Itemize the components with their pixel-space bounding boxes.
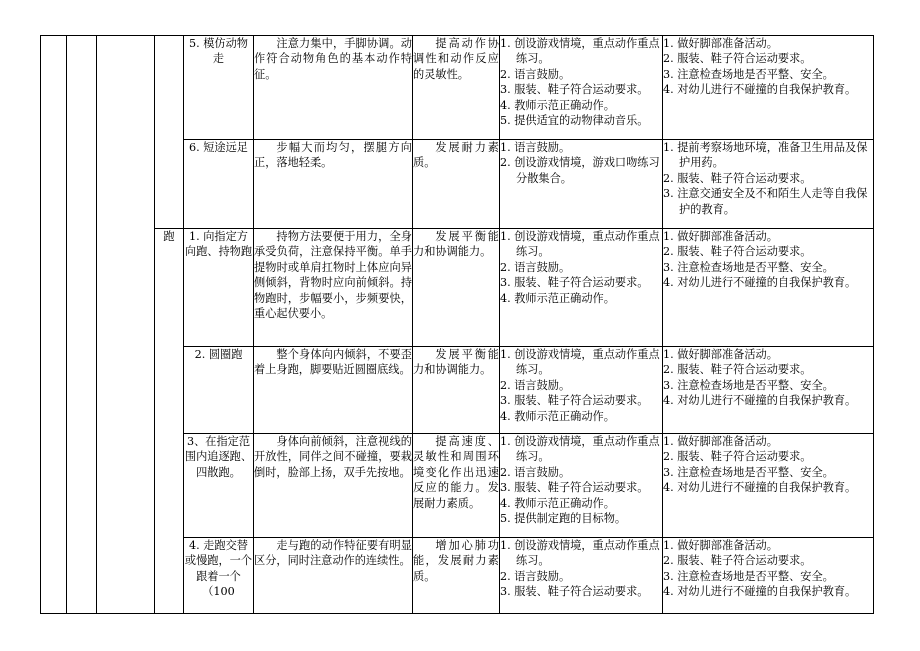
safety-item: 2. 服装、鞋子符合运动要求。 xyxy=(663,554,812,568)
activity-requirement: 注意力集中，手脚协调。动作符合动物角色的基本动作特征。 xyxy=(254,36,413,140)
activity-name: 2. 圆圈跑 xyxy=(184,347,254,434)
safety-item: 3. 注意检查场地是否平整、安全。 xyxy=(663,569,834,583)
safety-item: 2. 服装、鞋子符合运动要求。 xyxy=(663,363,812,377)
safety-item: 1. 提前考察场地环境，准备卫生用品及保护用药。 xyxy=(663,141,868,170)
activity-table xyxy=(40,35,874,614)
method-item: 4. 教师示范正确动作。 xyxy=(500,98,615,112)
method-item: 1. 语言鼓励。 xyxy=(500,141,571,154)
blank-column-1 xyxy=(41,36,67,614)
activity-name: 3、在指定范围内追逐跑、四散跑。 xyxy=(184,434,254,538)
activity-name: 1. 向指定方向跑、持物跑 xyxy=(184,229,254,347)
method-item: 2. 语言鼓励。 xyxy=(500,260,571,274)
blank-category-cell xyxy=(155,36,184,229)
method-item: 4. 教师示范正确动作。 xyxy=(500,409,615,423)
method-item: 5. 提供适宜的动物律动音乐。 xyxy=(500,114,649,128)
method-item: 4. 教师示范正确动作。 xyxy=(500,496,615,510)
activity-goal: 发展耐力素质。 xyxy=(413,140,500,229)
activity-goal: 提高速度、灵敏性和周围环境变化作出迅速反应的能力。发展耐力素质。 xyxy=(413,434,500,538)
category-label: 跑 xyxy=(155,229,184,614)
table-row xyxy=(41,229,874,347)
method-item: 1. 创设游戏情境，重点动作重点练习。 xyxy=(500,230,660,259)
method-item: 3. 服装、鞋子符合运动要求。 xyxy=(500,83,649,97)
activity-methods xyxy=(500,140,663,229)
activity-name: 6. 短途远足 xyxy=(184,140,254,229)
activity-name: 4. 走跑交替或慢跑，一个跟着一个（100 xyxy=(184,538,254,614)
safety-item: 1. 做好脚部准备活动。 xyxy=(663,37,778,50)
safety-item: 1. 做好脚部准备活动。 xyxy=(663,539,778,552)
safety-item: 4. 对幼儿进行不碰撞的自我保护教育。 xyxy=(663,585,857,599)
safety-item: 4. 对幼儿进行不碰撞的自我保护教育。 xyxy=(663,83,857,97)
safety-item: 1. 做好脚部准备活动。 xyxy=(663,230,778,243)
method-item: 4. 教师示范正确动作。 xyxy=(500,291,615,305)
activity-goal: 增加心肺功能，发展耐力素质。 xyxy=(413,538,500,614)
activity-goal: 发展平衡能力和协调能力。 xyxy=(413,229,500,347)
safety-item: 4. 对幼儿进行不碰撞的自我保护教育。 xyxy=(663,276,857,290)
method-item: 3. 服装、鞋子符合运动要求。 xyxy=(500,585,649,599)
safety-item: 2. 服装、鞋子符合运动要求。 xyxy=(663,450,812,464)
safety-item: 3. 注意检查场地是否平整、安全。 xyxy=(663,465,834,479)
method-item: 3. 服装、鞋子符合运动要求。 xyxy=(500,394,649,408)
safety-item: 3. 注意检查场地是否平整、安全。 xyxy=(663,67,834,81)
safety-item: 3. 注意检查场地是否平整、安全。 xyxy=(663,260,834,274)
blank-column-2 xyxy=(67,36,97,614)
safety-item: 2. 服装、鞋子符合运动要求。 xyxy=(663,245,812,259)
activity-methods xyxy=(500,538,663,614)
activity-safety xyxy=(663,36,874,140)
activity-methods xyxy=(500,347,663,434)
activity-methods xyxy=(500,434,663,538)
activity-requirement: 走与跑的动作特征要有明显区分，同时注意动作的连续性。 xyxy=(254,538,413,614)
method-item: 3. 服装、鞋子符合运动要求。 xyxy=(500,276,649,290)
activity-goal: 提高动作协调性和动作反应的灵敏性。 xyxy=(413,36,500,140)
method-item: 5. 提供制定跑的目标物。 xyxy=(500,512,627,526)
safety-item: 4. 对幼儿进行不碰撞的自我保护教育。 xyxy=(663,481,857,495)
activity-safety xyxy=(663,434,874,538)
activity-methods xyxy=(500,229,663,347)
activity-methods xyxy=(500,36,663,140)
activity-requirement: 整个身体向内倾斜，不要歪着上身跑，脚要贴近圆圈底线。 xyxy=(254,347,413,434)
activity-requirement: 身体向前倾斜，注意视线的开放性，同伴之间不碰撞，要栽倒时，脸部上扬，双手先按地。 xyxy=(254,434,413,538)
safety-item: 1. 做好脚部准备活动。 xyxy=(663,348,778,361)
method-item: 3. 服装、鞋子符合运动要求。 xyxy=(500,481,649,495)
safety-item: 3. 注意交通安全及不和陌生人走等自我保护的教育。 xyxy=(663,187,868,216)
method-item: 1. 创设游戏情境，重点动作重点练习。 xyxy=(500,435,660,464)
method-item: 1. 创设游戏情境，重点动作重点练习。 xyxy=(500,348,660,377)
method-item: 2. 语言鼓励。 xyxy=(500,67,571,81)
method-item: 1. 创设游戏情境，重点动作重点练习。 xyxy=(500,539,660,568)
method-item: 2. 创设游戏情境，游戏口吻练习分散集合。 xyxy=(500,156,660,185)
method-item: 2. 语言鼓励。 xyxy=(500,569,571,583)
method-item: 1. 创设游戏情境，重点动作重点练习。 xyxy=(500,37,660,66)
safety-item: 4. 对幼儿进行不碰撞的自我保护教育。 xyxy=(663,394,857,408)
blank-column-3 xyxy=(97,36,155,614)
activity-name: 5. 模仿动物走 xyxy=(184,36,254,140)
table-row xyxy=(41,36,874,140)
safety-item: 2. 服装、鞋子符合运动要求。 xyxy=(663,171,812,185)
activity-safety xyxy=(663,229,874,347)
safety-item: 2. 服装、鞋子符合运动要求。 xyxy=(663,52,812,66)
activity-safety xyxy=(663,140,874,229)
activity-goal: 发展平衡能力和协调能力。 xyxy=(413,347,500,434)
activity-requirement: 持物方法要便于用力，全身承受负荷，注意保持平衡。单手提物时或单肩扛物时上体应向异侧倾斜，背物时应向前倾斜。持物跑时，步幅要小，步频要快，重心起伏要小。 xyxy=(254,229,413,347)
safety-item: 3. 注意检查场地是否平整、安全。 xyxy=(663,378,834,392)
method-item: 2. 语言鼓励。 xyxy=(500,378,571,392)
method-item: 2. 语言鼓励。 xyxy=(500,465,571,479)
activity-safety xyxy=(663,347,874,434)
activity-safety xyxy=(663,538,874,614)
safety-item: 1. 做好脚部准备活动。 xyxy=(663,435,778,448)
activity-requirement: 步幅大而均匀，摆腿方向正，落地轻柔。 xyxy=(254,140,413,229)
